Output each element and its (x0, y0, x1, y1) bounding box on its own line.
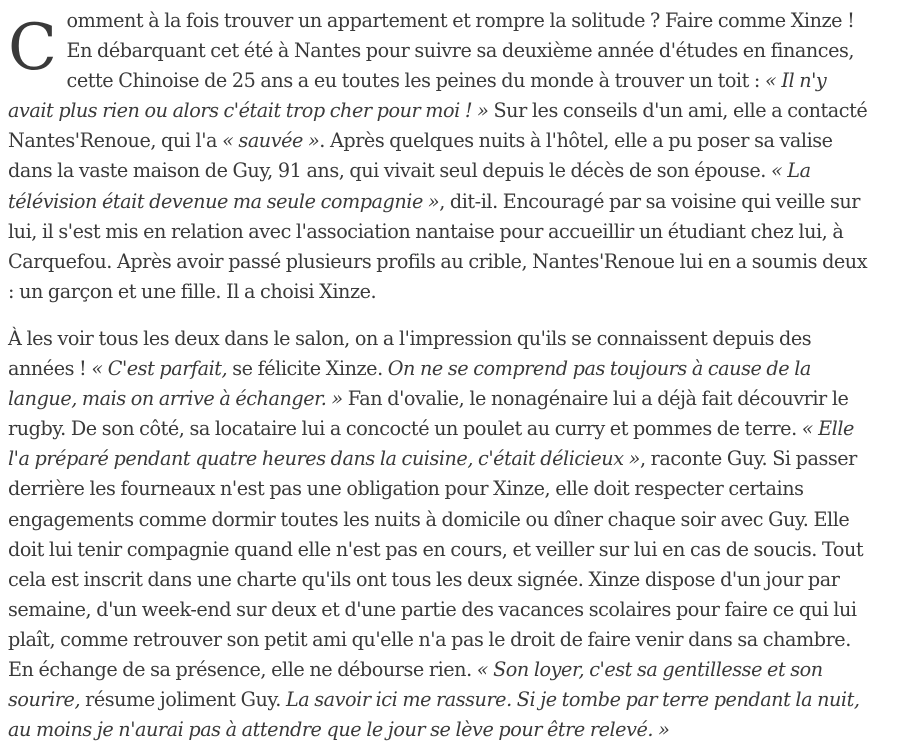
quote-segment: « C'est parfait, (91, 357, 228, 381)
text-segment: omment à la fois trouver un appartement et rompre la solitude ? Faire comme Xinze ! En débarquant cet été à Nantes pour suivre sa deuxième année d'études en finances, cette Chinoise de 25 ans a eu toutes les peines du monde à trouver un toit : (66, 9, 855, 93)
text-segment: . Après quelques nuits à l'hôtel, elle a pu poser sa valise dans la vaste maison de Guy, 91 ans, qui vivait seul depuis le décès de son épouse. (8, 129, 833, 183)
text-segment: À les voir tous les deux dans le salon, on a l'impression qu'ils se connaissent depuis des années ! (8, 326, 812, 381)
paragraph-2 (8, 324, 870, 745)
quote-segment: La savoir ici me rassure. Si je tombe par terre pendant la nuit, au moins je n'aurai pas à attendre que le jour se lève pour être relevé. » (8, 688, 860, 742)
text-segment: se félicite Xinze. (227, 357, 388, 381)
quote-segment: « Il n'y avait plus rien ou alors c'était trop cher pour moi ! » (8, 69, 827, 123)
text-segment: , dit-il. Encouragé par sa voisine qui veille sur lui, il s'est mis en relation avec l'association nantaise pour accueillir un étudiant chez lui, à Carquefou. Après avoir passé plusieurs profils au crible, Nantes'Renoue lui en a soumis deux : un garçon et une fille. Il a choisi Xinze. (8, 189, 868, 303)
quote-segment: « La télévision était devenue ma seule compagnie » (8, 159, 811, 213)
text-segment: , raconte Guy. Si passer derrière les fourneaux n'est pas une obligation pour Xinze, elle doit respecter certains engagements comme dormir toutes les nuits à domicile ou dîner chaque soir avec Guy. Elle doit lui tenir compagnie quand elle n'est pas en cours, et veiller sur lui en cas de soucis. Tout cela est inscrit dans une charte qu'ils ont tous les deux signée. Xinze dispose d'un jour par semaine, d'un week-end sur deux et d'une partie des vacances scolaires pour faire ce qui lui plaît, comme retrouver son petit ami qu'elle n'a pas le droit de faire venir dans sa chambre. En échange de sa présence, elle ne débourse rien. (8, 447, 864, 681)
quote-segment: « sauvée » (222, 129, 320, 153)
quote-segment: « Son loyer, c'est sa gentillesse et son sourire, (8, 657, 823, 712)
paragraph-1 (8, 6, 870, 307)
text-segment: résume joliment Guy. (80, 688, 286, 712)
quote-segment: On ne se comprend pas toujours à cause de la langue, mais on arrive à échanger. » (8, 357, 811, 411)
quote-segment: « Elle l'a préparé pendant quatre heures dans la cuisine, c'était délicieux » (8, 417, 854, 471)
drop-cap: C (8, 11, 57, 85)
text-segment: Fan d'ovalie, le nonagénaire lui a déjà fait découvrir le rugby. De son côté, sa locataire lui a concocté un poulet au curry et pommes de terre. (8, 387, 849, 441)
text-segment: Sur les conseils d'un ami, elle a contacté Nantes'Renoue, qui l'a (8, 99, 868, 153)
article-body (8, 6, 870, 745)
